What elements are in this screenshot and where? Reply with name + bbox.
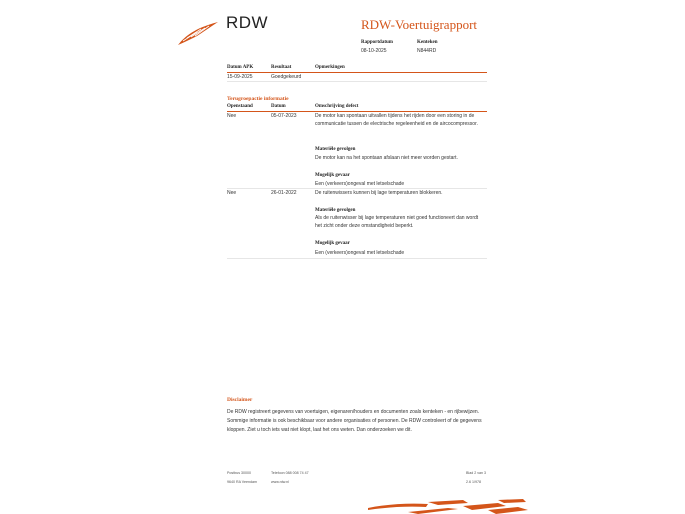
- recall-row1-material-label: Materiële gevolgen: [315, 147, 356, 152]
- page-title: RDW-Voertuigrapport: [361, 17, 478, 32]
- recall-row2-material: Als de ruitenwisser bij lage temperaturen niet goed functioneert dan wordt het zicht onder deze omstandigheid beperkt.: [315, 215, 479, 229]
- recall-row1-defect: De motor kan spontaan uitvallen tijdens het rijden door een storing in de communicatie tussen de electrische regeleenheid en de aircocompressor.: [315, 113, 478, 127]
- recall-row2-danger: Een (verkeers)ongeval met letselschade: [315, 250, 405, 256]
- footer-postbus: Postbus 30000: [227, 471, 251, 475]
- footer-wing-graphic: [368, 498, 528, 514]
- recall-row1-date: 05-07-2023: [271, 113, 297, 119]
- recall-header-date: Datum: [271, 104, 286, 109]
- apk-row-result: Goedgekeurd: [271, 74, 302, 80]
- disclaimer-text: De RDW registreert gegevens van voertuigen, eigenaren/houders en documenten zoals kenteken - en rijbewijzen. Sommige informatie is ook beschikbaar voor andere organisaties of personen. De RDW controleert of de gegevens kloppen. Ziet u toch iets wat niet klopt, laat het ons weten. Dan onderzoeken we dit.: [227, 409, 482, 433]
- recall-header-defect: Omschrijving defect: [315, 104, 359, 109]
- recall-row2-danger-label: Mogelijk gevaar: [315, 241, 350, 246]
- recall-row1-open: Nee: [227, 113, 237, 119]
- recall-row2-defect: De ruitenwissers kunnen bij lage temperaturen blokkeren.: [315, 190, 443, 196]
- recall-row1-danger: Een (verkeers)ongeval met letselschade: [315, 181, 405, 187]
- footer-code: 2.6 1/978: [466, 480, 481, 484]
- apk-header-result: Resultaat: [271, 65, 292, 70]
- recall-header-open: Openstaand: [227, 104, 253, 109]
- disclaimer-title: Disclaimer: [227, 397, 253, 403]
- plate-label: Kenteken: [417, 40, 438, 45]
- footer-web[interactable]: www.rdw.nl: [271, 480, 289, 484]
- apk-header-rule: [227, 72, 487, 73]
- report-date-label: Rapportdatum: [361, 40, 393, 45]
- recall-row1-danger-label: Mogelijk gevaar: [315, 173, 350, 178]
- report-date-value: 08-10-2025: [361, 48, 387, 54]
- plate-value: N844RD: [417, 48, 437, 54]
- recall-section-title: Terugroepactie informatie: [227, 96, 289, 102]
- apk-header-date: Datum APK: [227, 65, 254, 70]
- recall-row2-open: Nee: [227, 190, 237, 196]
- apk-row-rule: [227, 81, 487, 82]
- rdw-logo-icon: [177, 20, 219, 46]
- apk-header-remarks: Opmerkingen: [315, 65, 345, 70]
- recall-row2-date: 26-01-2022: [271, 190, 297, 196]
- brand-name: RDW: [226, 13, 269, 32]
- recall-row2-rule: [227, 258, 487, 259]
- apk-row-date: 15-09-2025: [227, 74, 253, 80]
- footer-page: Blad 2 van 3: [466, 471, 486, 475]
- footer-phone: Telefoon 088 008 74 47: [271, 471, 309, 475]
- recall-row2-material-label: Materiële gevolgen: [315, 208, 356, 213]
- recall-row1-material: De motor kan na het spontaan afslaan niet meer worden gestart.: [315, 155, 458, 161]
- footer-city: 9640 RA Veendam: [227, 480, 257, 484]
